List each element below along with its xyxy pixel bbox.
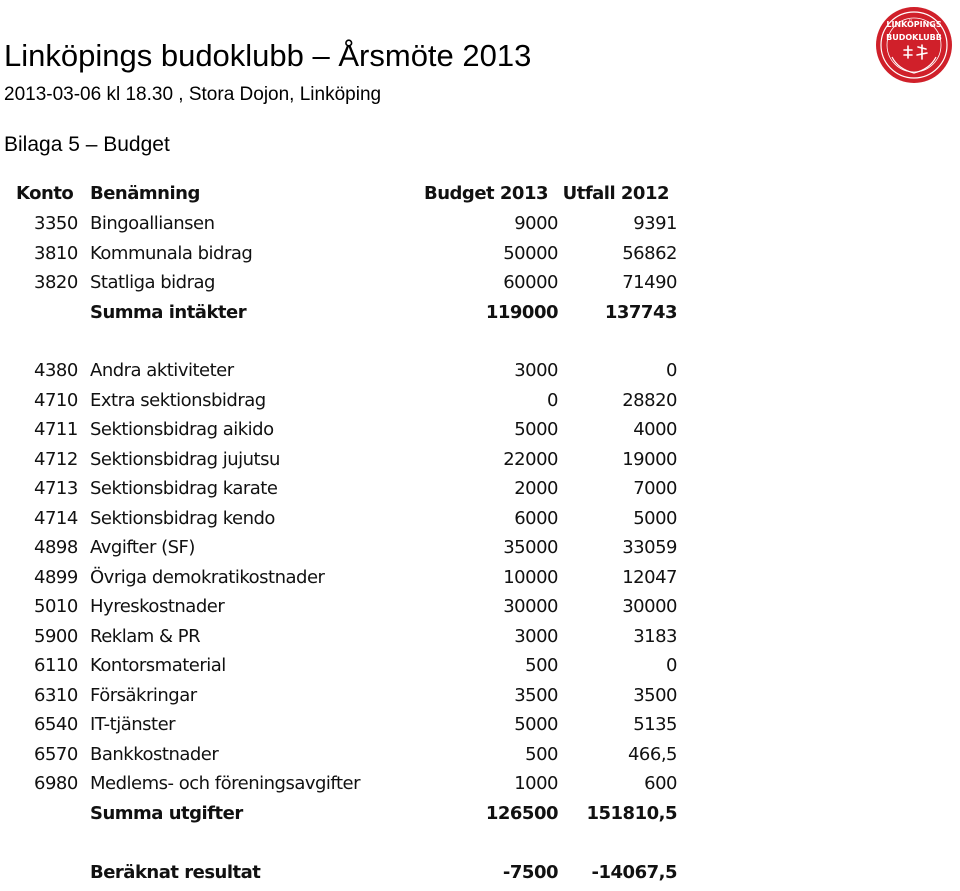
logo-text-bottom: BUDOKLUBB	[886, 33, 942, 42]
budget-2013-value: 0	[547, 390, 558, 411]
account-number: 5010	[34, 596, 78, 617]
utfall-2012-value: 28820	[622, 390, 677, 411]
budget-2013-value: 30000	[503, 596, 558, 617]
account-name: Bingoalliansen	[90, 213, 215, 234]
account-name: Sektionsbidrag kendo	[90, 508, 275, 529]
table-row	[0, 270, 960, 296]
account-name: Summa utgifter	[90, 803, 243, 824]
table-header	[0, 181, 960, 207]
account-number: 6310	[34, 685, 78, 706]
utfall-2012-value: 30000	[622, 596, 677, 617]
table-row	[0, 358, 960, 384]
utfall-2012-value: 71490	[622, 272, 677, 293]
utfall-2012-value: 0	[666, 360, 677, 381]
account-number: 3350	[34, 213, 78, 234]
account-name: Beräknat resultat	[90, 862, 261, 883]
utfall-2012-value: 56862	[622, 243, 677, 264]
table-row	[0, 712, 960, 738]
account-number: 3810	[34, 243, 78, 264]
table-row	[0, 742, 960, 768]
budget-2013-value: 22000	[503, 449, 558, 470]
budget-2013-value: 5000	[514, 419, 558, 440]
account-name: Försäkringar	[90, 685, 197, 706]
account-name: Hyreskostnader	[90, 596, 225, 617]
budget-2013-value: 3000	[514, 360, 558, 381]
account-number: 4380	[34, 360, 78, 381]
account-name: Medlems- och föreningsavgifter	[90, 773, 360, 794]
account-name: Bankkostnader	[90, 744, 219, 765]
account-name: Kontorsmaterial	[90, 655, 226, 676]
budget-2013-value: -7500	[502, 862, 558, 883]
account-number: 6570	[34, 744, 78, 765]
utfall-2012-value: 0	[666, 655, 677, 676]
budget-2013-value: 5000	[514, 714, 558, 735]
account-number: 6980	[34, 773, 78, 794]
utfall-2012-value: 5000	[633, 508, 677, 529]
budget-2013-value: 9000	[514, 213, 558, 234]
account-name: Andra aktiviteter	[90, 360, 234, 381]
account-number: 3820	[34, 272, 78, 293]
table-row	[0, 683, 960, 709]
budget-2013-value: 119000	[485, 302, 558, 323]
table-row	[0, 388, 960, 414]
utfall-2012-value: 19000	[622, 449, 677, 470]
budget-2013-value: 50000	[503, 243, 558, 264]
account-number: Konto	[16, 183, 74, 204]
table-row	[0, 565, 960, 591]
account-name: Övriga demokratikostnader	[90, 567, 325, 588]
utfall-2012-value: 3183	[633, 626, 677, 647]
budget-2013-value: 126500	[485, 803, 558, 824]
account-number: 4713	[34, 478, 78, 499]
utfall-2012-value: 33059	[622, 537, 677, 558]
account-name: Extra sektionsbidrag	[90, 390, 266, 411]
budget-2013-value: 6000	[514, 508, 558, 529]
logo-text-top: LINKÖPINGS	[886, 20, 942, 29]
income-total-row	[0, 300, 960, 326]
account-number: 4898	[34, 537, 78, 558]
budget-2013-value: 500	[525, 744, 558, 765]
budget-2013-value: 60000	[503, 272, 558, 293]
utfall-2012-value: 3500	[633, 685, 677, 706]
account-name: Statliga bidrag	[90, 272, 215, 293]
expense-total-row	[0, 801, 960, 827]
budget-2013-value: 3500	[514, 685, 558, 706]
budget-2013-value: 1000	[514, 773, 558, 794]
budget-2013-value: 3000	[514, 626, 558, 647]
account-name: Sektionsbidrag aikido	[90, 419, 274, 440]
account-name: Kommunala bidrag	[90, 243, 253, 264]
budget-2013-value: 2000	[514, 478, 558, 499]
table-row	[0, 535, 960, 561]
table-row	[0, 211, 960, 237]
account-number: 5900	[34, 626, 78, 647]
account-name: Reklam & PR	[90, 626, 201, 647]
account-name: Avgifter (SF)	[90, 537, 195, 558]
account-number: 4899	[34, 567, 78, 588]
account-number: 6110	[34, 655, 78, 676]
budget-2013-value: 500	[525, 655, 558, 676]
utfall-2012-value: Utfall 2012	[562, 183, 669, 204]
table-row	[0, 506, 960, 532]
utfall-2012-value: -14067,5	[591, 862, 677, 883]
account-number: 4711	[34, 419, 78, 440]
account-number: 4710	[34, 390, 78, 411]
table-row	[0, 624, 960, 650]
table-row	[0, 653, 960, 679]
budget-2013-value: 35000	[503, 537, 558, 558]
utfall-2012-value: 466,5	[627, 744, 677, 765]
account-name: IT-tjänster	[90, 714, 176, 735]
table-row	[0, 771, 960, 797]
meeting-info: 2013-03-06 kl 18.30 , Stora Dojon, Linköping	[4, 84, 382, 105]
table-row	[0, 447, 960, 473]
utfall-2012-value: 9391	[633, 213, 677, 234]
account-number: 4714	[34, 508, 78, 529]
utfall-2012-value: 7000	[633, 478, 677, 499]
account-name: Sektionsbidrag jujutsu	[90, 449, 280, 470]
budget-2013-value: 10000	[503, 567, 558, 588]
utfall-2012-value: 12047	[622, 567, 677, 588]
result-row	[0, 860, 960, 886]
account-name: Benämning	[90, 183, 200, 204]
utfall-2012-value: 600	[644, 773, 677, 794]
utfall-2012-value: 137743	[604, 302, 677, 323]
section-heading: Bilaga 5 – Budget	[4, 133, 170, 156]
utfall-2012-value: 151810,5	[586, 803, 677, 824]
account-name: Summa intäkter	[90, 302, 247, 323]
account-number: 4712	[34, 449, 78, 470]
utfall-2012-value: 4000	[633, 419, 677, 440]
account-name: Sektionsbidrag karate	[90, 478, 278, 499]
utfall-2012-value: 5135	[633, 714, 677, 735]
table-row	[0, 594, 960, 620]
account-number: 6540	[34, 714, 78, 735]
table-row	[0, 476, 960, 502]
table-row	[0, 417, 960, 443]
page-title: Linköpings budoklubb – Årsmöte 2013	[4, 38, 532, 73]
budget-2013-value: Budget 2013	[424, 183, 548, 204]
table-row	[0, 241, 960, 267]
